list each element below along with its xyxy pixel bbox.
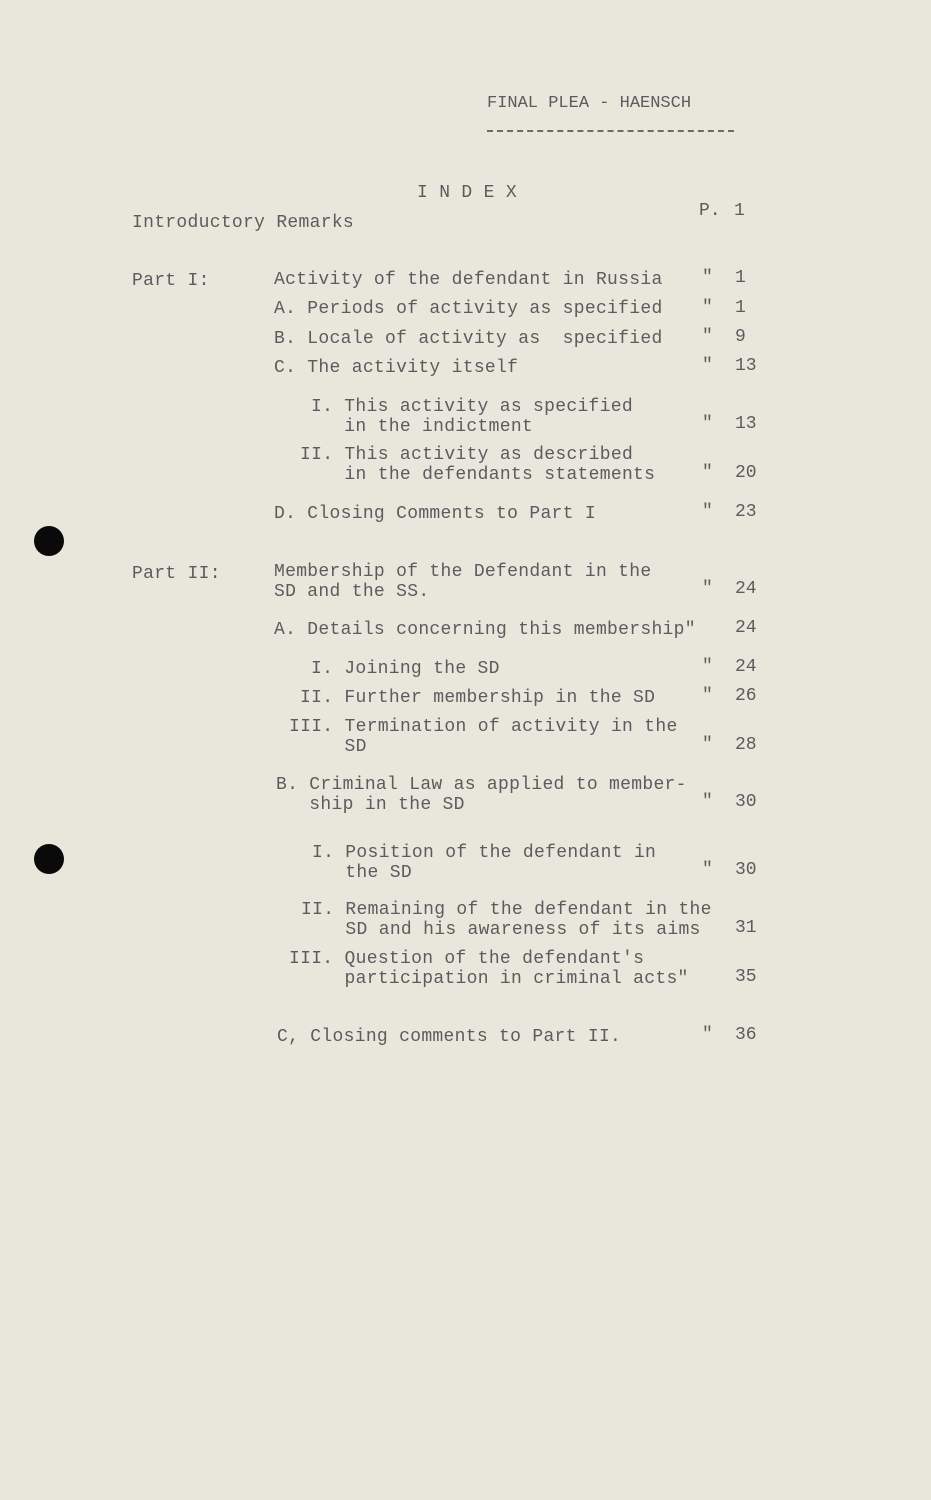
toc-entry: I. Joining the SD	[311, 659, 500, 679]
toc-marker: "	[702, 463, 713, 483]
toc-entry: C. The activity itself	[274, 358, 519, 378]
toc-marker: "	[702, 414, 713, 434]
punch-hole-top	[34, 526, 64, 556]
toc-entry: B. Locale of activity as specified	[274, 329, 663, 349]
toc-marker: "	[702, 327, 713, 347]
toc-marker: "	[702, 356, 713, 376]
toc-page: 35	[735, 967, 757, 987]
punch-hole-bottom	[34, 844, 64, 874]
header-underline	[487, 130, 734, 132]
toc-page: 24	[735, 618, 757, 638]
index-title: I N D E X	[417, 183, 517, 203]
toc-marker: "	[702, 657, 713, 677]
toc-entry-intro: Introductory Remarks	[132, 213, 355, 233]
toc-entry: C, Closing comments to Part II.	[277, 1027, 622, 1047]
toc-entry: B. Criminal Law as applied to member- ship in the SD	[276, 775, 687, 815]
toc-entry: II. Further membership in the SD	[300, 688, 656, 708]
toc-page: 24	[735, 657, 757, 677]
toc-page: 13	[735, 356, 757, 376]
toc-page: 36	[735, 1025, 757, 1045]
toc-marker: "	[702, 502, 713, 522]
toc-entry: D. Closing Comments to Part I	[274, 504, 596, 524]
toc-marker: "	[702, 860, 713, 880]
toc-page: 30	[735, 860, 757, 880]
toc-entry: I. This activity as specified in the indictment	[311, 397, 633, 437]
toc-page: 1	[735, 298, 746, 318]
toc-entry: I. Position of the defendant in the SD	[312, 843, 657, 883]
toc-page: 9	[735, 327, 746, 347]
toc-page: 30	[735, 792, 757, 812]
toc-marker: "	[702, 792, 713, 812]
toc-entry: Membership of the Defendant in the SD and the SS.	[274, 562, 652, 602]
toc-entry: A. Details concerning this membership"	[274, 620, 696, 640]
toc-page: 23	[735, 502, 757, 522]
toc-page: 26	[735, 686, 757, 706]
toc-page: 20	[735, 463, 757, 483]
document-header: FINAL PLEA - HAENSCH	[487, 94, 692, 113]
toc-page: 1	[735, 268, 746, 288]
toc-page: 24	[735, 579, 757, 599]
toc-marker: "	[702, 579, 713, 599]
toc-marker-intro: P.	[699, 201, 721, 221]
toc-page: 13	[735, 414, 757, 434]
toc-marker: "	[702, 298, 713, 318]
toc-entry: III. Termination of activity in the SD	[289, 717, 678, 757]
toc-entry: Activity of the defendant in Russia	[274, 270, 663, 290]
toc-marker: "	[702, 686, 713, 706]
toc-entry: III. Question of the defendant's participation in criminal acts"	[289, 949, 689, 989]
toc-entry: II. This activity as described in the defendants statements	[300, 445, 656, 485]
toc-page-intro: 1	[734, 201, 745, 221]
toc-marker: "	[702, 268, 713, 288]
part-label-1: Part I:	[132, 271, 210, 291]
part-label-2: Part II:	[132, 564, 221, 584]
toc-page: 28	[735, 735, 757, 755]
toc-page: 31	[735, 918, 757, 938]
toc-entry: II. Remaining of the defendant in the SD and his awareness of its aims	[301, 900, 712, 940]
toc-marker: "	[702, 1025, 713, 1045]
toc-marker: "	[702, 735, 713, 755]
toc-entry: A. Periods of activity as specified	[274, 299, 663, 319]
